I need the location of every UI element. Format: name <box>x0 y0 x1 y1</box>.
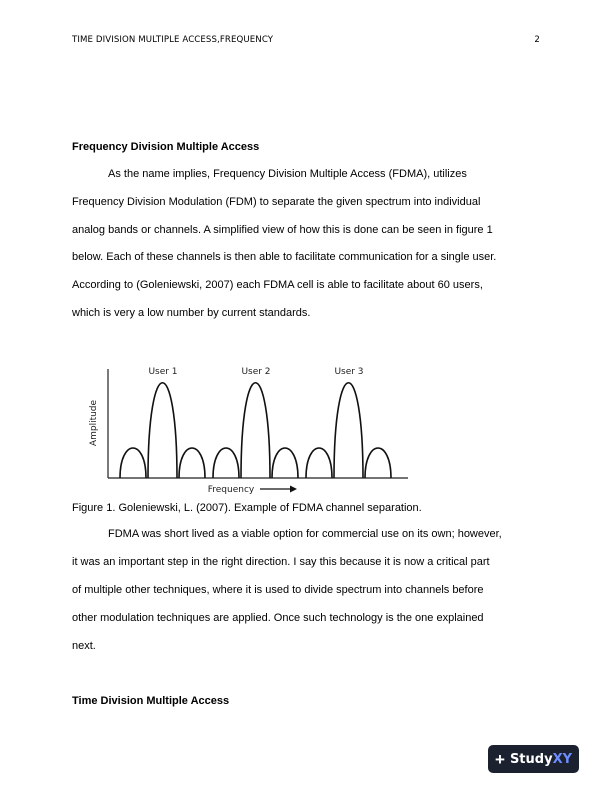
paragraph-line: FDMA was short lived as a viable option for commercial use on its own; however, <box>108 528 502 540</box>
paragraph-line: next. <box>72 640 96 652</box>
studyxy-logo[interactable] <box>488 745 579 773</box>
side-lobe <box>306 448 332 478</box>
logo-accent: XY <box>552 751 572 767</box>
side-lobe <box>272 448 298 478</box>
user-3-label: User 3 <box>334 367 364 377</box>
paragraph-line: below. Each of these channels is then able to facilitate communication for a single user. <box>72 251 497 263</box>
running-head-title: TIME DIVISION MULTIPLE ACCESS,FREQUENCY <box>72 35 274 45</box>
paragraph-line: of multiple other techniques, where it is used to divide spectrum into channels before <box>72 584 484 596</box>
section-heading-tdma: Time Division Multiple Access <box>72 695 230 707</box>
user-2-label: User 2 <box>241 367 271 377</box>
paragraph-line: analog bands or channels. A simplified view of how this is done can be seen in figure 1 <box>72 224 493 236</box>
paragraph-line: As the name implies, Frequency Division Multiple Access (FDMA), utilizes <box>108 168 467 180</box>
frequency-label: Frequency <box>207 485 255 495</box>
side-lobe <box>213 448 239 478</box>
paragraph-line: Frequency Division Modulation (FDM) to separate the given spectrum into individual <box>72 196 481 208</box>
user-3-lobe <box>334 383 363 478</box>
page-number: 2 <box>534 35 540 45</box>
frequency-arrow-head <box>290 486 297 493</box>
fdma-diagram <box>86 361 412 497</box>
logo-word: Study <box>509 751 553 767</box>
side-lobe <box>120 448 146 478</box>
paragraph-line: According to (Goleniewski, 2007) each FDMA cell is able to facilitate about 60 users, <box>72 279 483 291</box>
running-head <box>72 35 540 45</box>
figure-caption: Figure 1. Goleniewski, L. (2007). Example of FDMA channel separation. <box>72 502 422 514</box>
side-lobe <box>365 448 391 478</box>
paragraph-line: which is very a low number by current standards. <box>72 307 311 319</box>
paragraph-line: it was an important step in the right direction. I say this because it is now a critical part <box>72 556 490 568</box>
amplitude-label: Amplitude <box>89 399 99 447</box>
paragraph-line: other modulation techniques are applied. Once such technology is the one explained <box>72 612 484 624</box>
side-lobe <box>179 448 205 478</box>
fdma-figure <box>86 361 412 497</box>
user-2-lobe <box>241 383 270 478</box>
user-1-lobe <box>148 383 177 478</box>
user-1-label: User 1 <box>148 367 178 377</box>
section-heading-fdma: Frequency Division Multiple Access <box>72 141 260 153</box>
plus-icon: + <box>495 749 505 769</box>
